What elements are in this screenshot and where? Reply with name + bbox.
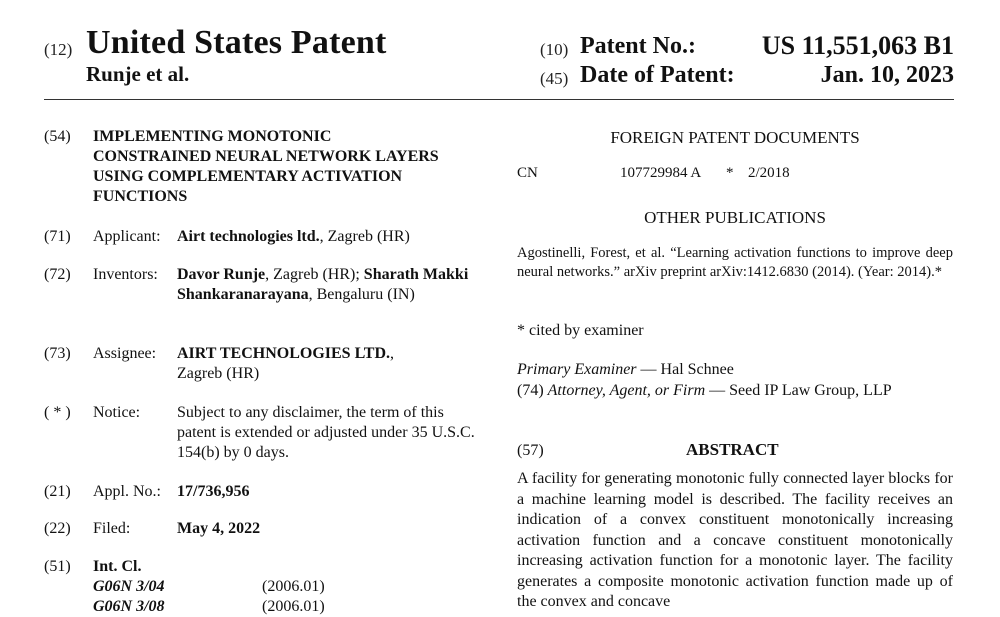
assignee-value: [177, 344, 437, 384]
foreign-country: CN: [517, 165, 538, 181]
attorney: [517, 381, 937, 401]
authors: Runje et al.: [86, 62, 190, 86]
inid-code-72: (72): [44, 266, 71, 283]
inid-code-74: (74): [517, 382, 544, 399]
applicant-name: Airt technologies ltd.: [177, 228, 320, 245]
foreign-date: 2/2018: [748, 165, 790, 181]
applicant-value: [177, 227, 410, 247]
primary-examiner-name: — Hal Schnee: [636, 361, 734, 378]
foreign-patent-heading: FOREIGN PATENT DOCUMENTS: [610, 128, 860, 147]
assignee-name: AIRT TECHNOLOGIES LTD.: [177, 345, 390, 362]
int-cl-label: Int. Cl.: [93, 558, 142, 575]
filed-label: Filed:: [93, 520, 131, 537]
inventors-value: [177, 265, 477, 305]
int-cl-version: (2006.01): [262, 578, 325, 595]
appl-no-label: Appl. No.:: [93, 483, 161, 500]
int-cl-version: (2006.01): [262, 598, 325, 615]
abstract-heading: ABSTRACT: [686, 440, 779, 459]
invention-title: IMPLEMENTING MONOTONIC CONSTRAINED NEURAL NETWORK LAYERS USING COMPLEMENTARY ACTIVATION FUNCTIONS: [93, 128, 439, 205]
patent-number: US 11,551,063 B1: [761, 31, 954, 60]
notice-text: Subject to any disclaimer, the term of this patent is extended or adjusted under 35 U.S.C. 154(b) by 0 days.: [177, 404, 475, 461]
other-publications-heading: OTHER PUBLICATIONS: [644, 208, 826, 227]
inid-code-10: (10): [540, 40, 569, 59]
inid-code-71: (71): [44, 228, 71, 245]
inid-code-57: (57): [517, 442, 544, 459]
primary-examiner: [517, 360, 734, 380]
notice-code: ( * ): [44, 404, 71, 421]
filed-value: May 4, 2022: [177, 520, 261, 537]
applicant-location: , Zagreb (HR): [319, 228, 410, 245]
date-of-patent-label: Date of Patent:: [580, 62, 735, 88]
assignee-location: , Zagreb (HR): [177, 345, 394, 382]
inventors-label: Inventors:: [93, 266, 158, 283]
inid-code-45: (45): [540, 69, 569, 88]
appl-no-value: 17/736,956: [177, 483, 250, 500]
other-publication: Agostinelli, Forest, et al. “Learning activation functions to improve deep neural networks.” arXiv preprint arXiv:1412.6830 (2014). (Year: 2014).*: [517, 245, 953, 280]
applicant-label: Applicant:: [93, 228, 161, 245]
inventor-2: Sharath Makki Shankaranarayana: [177, 266, 469, 303]
abstract-text: A facility for generating monotonic fully connected layer blocks for a machine learning model is described. The facility receives an indication of a convex constituent monotonically increasing activation function and a concave constituent monotonically increasing activation function for a monotonic layer. The facility generates a composite monotonic activation function made up of the convex and concave: [517, 470, 953, 610]
inventor-2-location: , Bengaluru (IN): [308, 286, 415, 303]
inid-code-22: (22): [44, 520, 71, 537]
inid-code-73: (73): [44, 345, 71, 362]
int-cl-class: G06N 3/08: [93, 598, 165, 615]
primary-examiner-label: Primary Examiner: [517, 361, 637, 378]
notice-label: Notice:: [93, 404, 141, 421]
int-cl-class: G06N 3/04: [93, 578, 165, 595]
attorney-label: Attorney, Agent, or Firm: [547, 382, 706, 399]
patent-number-label: Patent No.:: [580, 33, 696, 59]
inventor-1-location: , Zagreb (HR);: [265, 266, 364, 283]
cited-by-examiner: * cited by examiner: [517, 322, 644, 339]
foreign-number: 107729984 A: [620, 165, 702, 181]
inventor-1: Davor Runje: [177, 266, 266, 283]
date-of-patent: Jan. 10, 2023: [820, 62, 954, 88]
inid-code-21: (21): [44, 483, 71, 500]
header-rule: [44, 99, 954, 100]
document-type: United States Patent: [86, 24, 387, 61]
inid-code-12: (12): [44, 40, 73, 59]
foreign-cited-star: *: [726, 165, 734, 181]
inid-code-51: (51): [44, 558, 71, 575]
assignee-label: Assignee:: [93, 345, 157, 362]
attorney-name: — Seed IP Law Group, LLP: [705, 382, 892, 399]
inid-code-54: (54): [44, 128, 71, 145]
